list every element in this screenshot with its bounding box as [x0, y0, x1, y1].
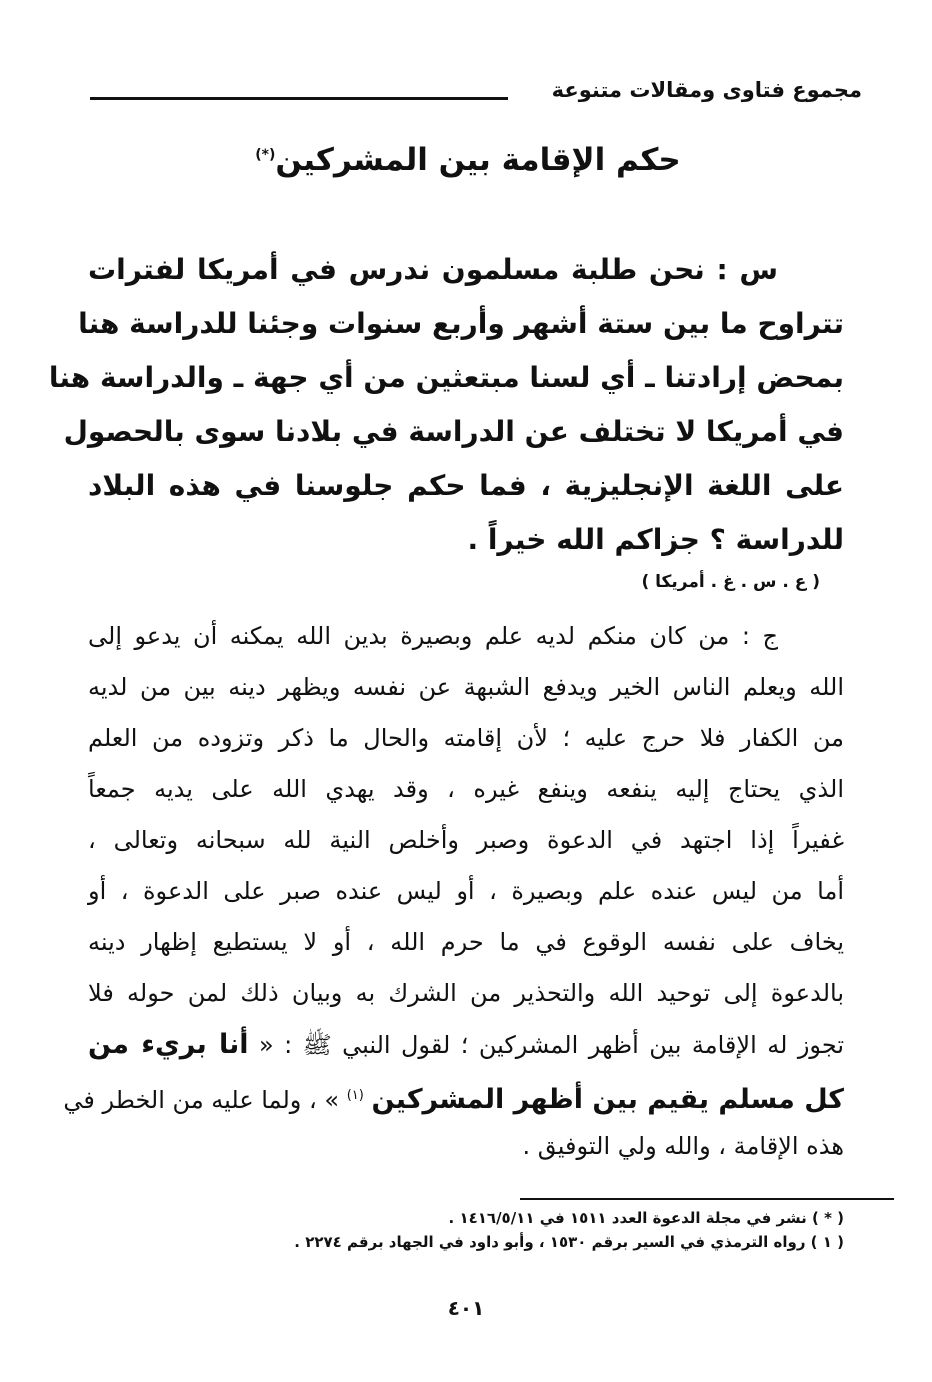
- page-number: ٤٠١: [447, 1296, 485, 1320]
- answer-line: الذي يحتاج إليه ينفعه وينفع غيره ، وقد يهدي الله على يديه جمعاً: [88, 775, 844, 803]
- answer-text: تجوز له الإقامة بين أظهر المشركين ؛ لقول النبي ﷺ : «: [258, 1031, 845, 1059]
- question-line: في أمريكا لا تختلف عن الدراسة في بلادنا سوى بالحصول: [63, 415, 844, 448]
- answer-line: يخاف على نفسه الوقوع في ما حرم الله ، أو لا يستطيع إظهار دينه: [88, 928, 844, 956]
- footnote: ( * ) نشر في مجلة الدعوة العدد ١٥١١ في ١٤١٦/٥/١١ .: [448, 1209, 844, 1227]
- answer-line: [63, 1070, 844, 1121]
- question-line: على اللغة الإنجليزية ، فما حكم جلوسنا في هذه البلاد: [88, 469, 844, 502]
- answer-line: هذه الإقامة ، والله ولي التوفيق .: [522, 1132, 844, 1160]
- question-line: تتراوح ما بين ستة أشهر وأربع سنوات وجئنا للدراسة هنا: [78, 307, 844, 340]
- footnote: ( ١ ) رواه الترمذي في السير برقم ١٥٣٠ ، وأبو داود في الجهاد برقم ٢٢٧٤ .: [294, 1233, 844, 1251]
- answer-line: غفيراً إذا اجتهد في الدعوة وصبر وأخلص النية لله سبحانه وتعالى ،: [88, 826, 844, 854]
- running-header-title: مجموع فتاوى ومقالات متنوعة: [551, 78, 862, 102]
- question-line: بمحض إرادتنا ـ أي لسنا مبتعثين من أي جهة ـ والدراسة هنا: [48, 361, 844, 394]
- answer-line: من الكفار فلا حرج عليه ؛ لأن إقامته والحال ما ذكر وتزوده من العلم: [88, 724, 844, 752]
- footnote-rule: [520, 1198, 894, 1200]
- question-block: [48, 243, 844, 567]
- hadith-quote: كل مسلم يقيم بين أظهر المشركين: [371, 1084, 844, 1115]
- answer-line: الله ويعلم الناس الخير ويدفع الشبهة عن نفسه ويظهر دينه بين من لديه: [88, 673, 844, 701]
- answer-line: أما من ليس عنده علم وبصيرة ، أو ليس عنده صبر على الدعوة ، أو: [88, 877, 844, 905]
- question-line: س : نحن طلبة مسلمون ندرس في أمريكا لفترات: [88, 253, 778, 286]
- title-footnote-marker: (*): [255, 146, 276, 163]
- answer-line: بالدعوة إلى توحيد الله والتحذير من الشرك به وبيان ذلك لمن حوله فلا: [88, 979, 844, 1007]
- fatwa-title-text: حكم الإقامة بين المشركين: [275, 142, 681, 178]
- header-rule: [90, 97, 508, 100]
- answer-block: [63, 611, 845, 1172]
- answer-line: [88, 1019, 844, 1070]
- fatwa-title: [0, 142, 932, 178]
- question-line: للدراسة ؟ جزاكم الله خيراً .: [467, 523, 844, 556]
- answer-line: ج : من كان منكم لديه علم وبصيرة بدين الله يمكنه أن يدعو إلى: [88, 622, 778, 650]
- hadith-footnote-ref: (١): [346, 1088, 364, 1103]
- running-header: [82, 78, 862, 108]
- hadith-quote: أنا بريء من: [88, 1029, 249, 1060]
- footnotes: [88, 1206, 844, 1254]
- asker-signature: ( ع . س . غ . أمريكا ): [641, 572, 820, 592]
- answer-text: » ، ولما عليه من الخطر في: [63, 1086, 340, 1114]
